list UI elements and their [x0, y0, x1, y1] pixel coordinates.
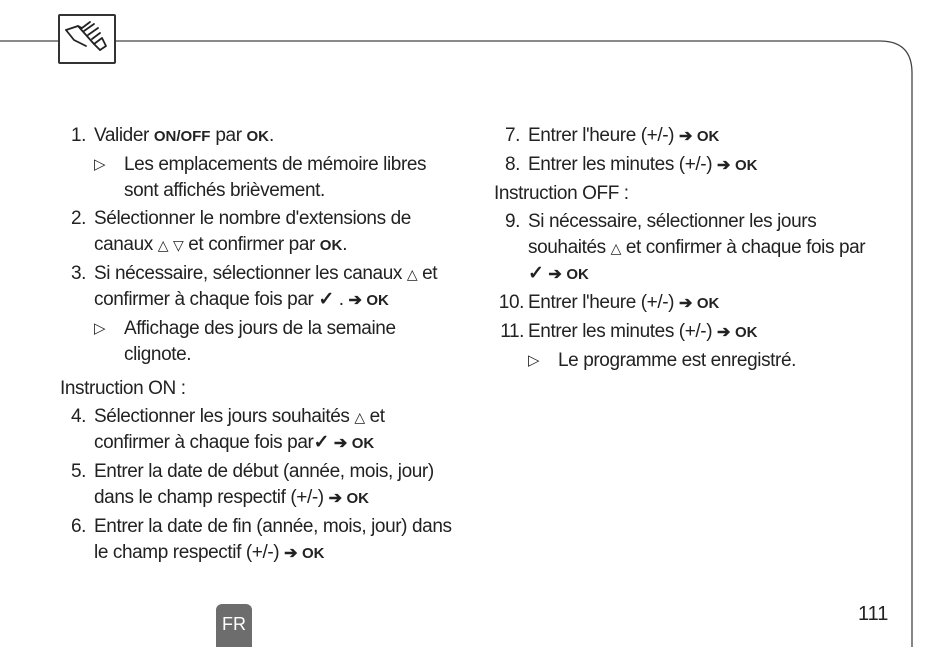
step-number: 1.: [70, 125, 86, 146]
step-3: [60, 261, 460, 314]
arrow-right-icon: ➔: [328, 490, 342, 507]
step-text: et confirmer à chaque fois par: [621, 237, 866, 258]
keyword-ok: OK: [366, 292, 389, 309]
step-text: confirmer à chaque fois par: [94, 289, 319, 310]
keyword-ok: OK: [246, 128, 270, 145]
result-1: [60, 152, 460, 204]
step-11: [494, 319, 904, 346]
arrow-right-icon: ➔: [284, 545, 298, 562]
step-number: 11.: [500, 321, 524, 342]
keyword-ok: OK: [351, 435, 375, 452]
triangle-up-icon: △: [406, 266, 418, 282]
step-text: Entrer l'heure (+/-): [528, 125, 679, 146]
step-number: 10.: [498, 292, 524, 313]
step-2: [60, 206, 460, 259]
triangle-up-icon: △: [157, 237, 169, 253]
step-text: et: [364, 406, 385, 427]
step-10: [494, 290, 904, 317]
step-number: 7.: [504, 125, 520, 146]
step-text: .: [269, 125, 274, 146]
arrow-right-icon: ➔: [678, 295, 692, 312]
step-text: Si nécessaire, sélectionner les canaux: [94, 263, 407, 284]
step-text: Si nécessaire, sélectionner les jours: [528, 211, 817, 232]
hand-pointing-icon: [58, 14, 116, 64]
step-7: [494, 123, 904, 150]
triangle-right-icon: ▷: [528, 352, 540, 369]
step-text: dans le champ respectif (+/-): [94, 487, 329, 508]
result-text: Le programme est enregistré.: [558, 350, 797, 371]
result-3: [60, 316, 460, 368]
step-text: .: [333, 289, 349, 310]
keyword-ok: OK: [346, 490, 369, 507]
step-text: canaux: [94, 234, 158, 255]
heading-instruction-off: Instruction OFF :: [494, 183, 629, 204]
triangle-up-icon: △: [610, 240, 621, 256]
arrow-right-icon: ➔: [678, 128, 692, 145]
step-number: 4.: [70, 406, 86, 427]
arrow-right-icon: ➔: [548, 266, 562, 283]
result-text: Les emplacements de mémoire libres: [124, 154, 427, 175]
keyword-on-off: ON/OFF: [153, 128, 211, 145]
step-9: [494, 209, 904, 288]
step-text: souhaités: [528, 237, 611, 258]
step-5: [60, 459, 460, 512]
step-number: 6.: [70, 516, 86, 537]
step-text: Entrer l'heure (+/-): [528, 292, 679, 313]
step-text: et confirmer par: [183, 234, 320, 255]
keyword-ok: OK: [302, 545, 325, 562]
language-tab: FR: [216, 604, 252, 647]
triangle-down-icon: ▽: [173, 237, 184, 253]
step-4: [60, 404, 460, 457]
step-number: 2.: [70, 208, 86, 229]
result-11: [494, 348, 904, 374]
result-text: Affichage des jours de la semaine: [124, 318, 396, 339]
step-number: 3.: [70, 263, 86, 284]
arrow-right-icon: ➔: [333, 435, 347, 452]
step-number: 8.: [504, 154, 520, 175]
step-text: Valider: [94, 125, 154, 146]
step-text: .: [342, 234, 348, 255]
step-text: confirmer à chaque fois par: [94, 432, 314, 453]
step-text: le champ respectif (+/-): [94, 542, 285, 563]
right-column: [494, 123, 904, 376]
step-number: 9.: [504, 211, 520, 232]
step-text: par: [210, 125, 247, 146]
result-text: clignote.: [124, 344, 192, 365]
step-6: [60, 514, 460, 567]
keyword-ok: OK: [319, 237, 343, 254]
left-column: [60, 123, 460, 569]
triangle-up-icon: △: [354, 409, 365, 425]
page-number: 111: [858, 603, 889, 625]
arrow-right-icon: ➔: [717, 157, 731, 174]
step-text: Sélectionner les jours souhaités: [94, 406, 355, 427]
triangle-right-icon: ▷: [94, 320, 106, 337]
keyword-ok: OK: [566, 266, 589, 283]
triangle-right-icon: ▷: [94, 156, 106, 173]
step-8: [494, 152, 904, 179]
keyword-ok: OK: [734, 324, 758, 341]
step-text: Sélectionner le nombre d'extensions de: [94, 208, 411, 229]
step-1: [60, 123, 460, 150]
check-icon: ✓: [528, 263, 544, 284]
arrow-right-icon: ➔: [717, 324, 731, 341]
step-number: 5.: [70, 461, 86, 482]
step-text: Entrer les minutes (+/-): [528, 154, 718, 175]
check-icon: ✓: [318, 289, 334, 310]
arrow-right-icon: ➔: [348, 292, 362, 309]
keyword-ok: OK: [696, 128, 720, 145]
step-text: Entrer la date de fin (année, mois, jour) dans: [94, 516, 452, 537]
keyword-ok: OK: [696, 295, 720, 312]
check-icon: ✓: [313, 432, 329, 453]
heading-instruction-on: Instruction ON :: [60, 378, 186, 399]
keyword-ok: OK: [734, 157, 758, 174]
step-text: et: [417, 263, 438, 284]
result-text: sont affichés brièvement.: [124, 180, 325, 201]
step-text: Entrer les minutes (+/-): [528, 321, 718, 342]
step-text: Entrer la date de début (année, mois, jour): [94, 461, 434, 482]
